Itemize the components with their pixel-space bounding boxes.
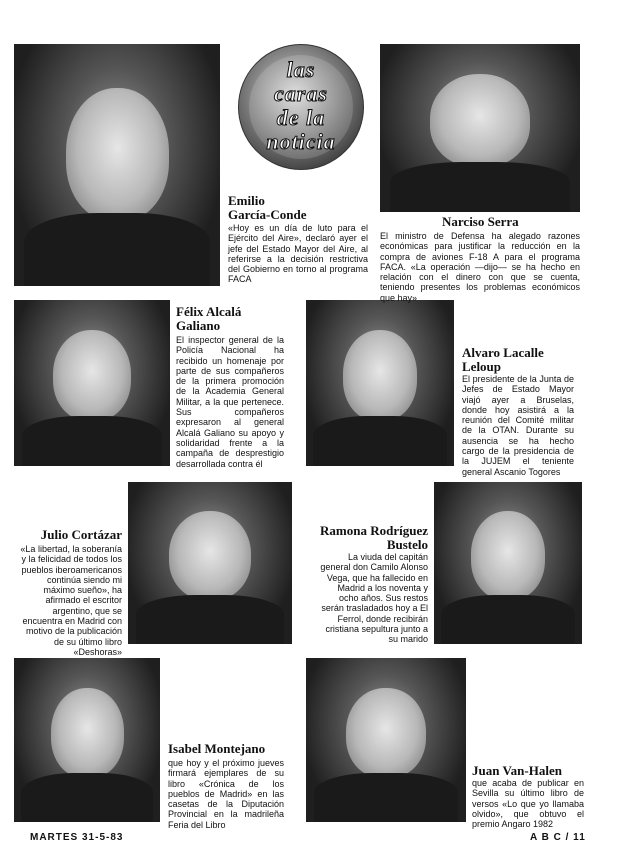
las-caras-de-la-noticia-badge [238, 44, 364, 170]
name-line: Emilio [228, 193, 265, 208]
name-line: Juan Van-Halen [472, 763, 562, 778]
photo-isabel-montejano [14, 658, 160, 822]
photo-ramona-rodriguez-bustelo [434, 482, 582, 644]
profile-text: El ministro de Defensa ha alegado razones económicas para justificar la reducción en la compra de aviones F-18 A para el programa FACA. «La operación —dijo— se ha hecho en relación con el dinero con que se cuenta, teniendo presentes los problemas económicos que hay» [380, 231, 580, 303]
badge-line: caras [274, 81, 328, 106]
profile-name [472, 764, 562, 778]
profile-name [168, 742, 265, 756]
profile-name [462, 346, 544, 374]
photo-alvaro-lacalle-leloup [306, 300, 454, 466]
profile-name [228, 194, 306, 222]
name-line: Leloup [462, 359, 502, 374]
name-line: Narciso Serra [442, 214, 519, 229]
profile-name [442, 215, 519, 229]
name-line: Alvaro Lacalle [462, 345, 544, 360]
footer-date: MARTES 31-5-83 [30, 832, 124, 843]
profile-text: que hoy y el próximo jueves firmará ejemplares de su libro «Crónica de los pueblos de Madrid» en las casetas de la Diputación Provincial en la madrileña Feria del Libro [168, 758, 284, 830]
badge-line: noticia [266, 129, 336, 154]
name-line: Julio Cortázar [40, 527, 122, 542]
name-line: Bustelo [386, 537, 428, 552]
badge-line: las [286, 57, 316, 82]
profile-text: El inspector general de la Policía Nacional ha recibido un homenaje por parte de sus compañeros de la primera promoción de la Academia General Militar, a la que pertenece. Sus compañeros expresaron al general Alcalá Galiano su apoyo y solidaridad frente a la campaña de desprestigio desarrollada contra él [176, 335, 284, 469]
profile-text: «La libertad, la soberanía y la felicidad de todos los pueblos iberoamericanos continúa siendo mi máximo sueño», ha afirmado el escritor argentino, que se encuentra en Madrid con motivo de la publicación de su último libro «Deshoras» [20, 544, 122, 657]
photo-felix-alcala-galiano [14, 300, 170, 466]
photo-narciso-serra [380, 44, 580, 212]
profile-name [306, 524, 428, 552]
name-line: Ramona Rodríguez [320, 523, 428, 538]
profile-text: La viuda del capitán general don Camilo Alonso Vega, que ha fallecido en Madrid a los noventa y ocho años. Sus restos serán trasladados hoy a El Ferrol, donde recibirán cristiana sepultura junto a su marido [320, 552, 428, 645]
profile-text: El presidente de la Junta de Jefes de Estado Mayor viajó ayer a Bruselas, donde hoy asistirá a la reunión del Comité militar de la OTAN. Durante su ausencia se ha hecho cargo de la presidencia de la JUJEM el teniente general Ascanio Togores [462, 374, 574, 477]
name-line: Félix Alcalá [176, 304, 242, 319]
name-line: Galiano [176, 318, 221, 333]
name-line: García-Conde [228, 207, 307, 222]
footer-page: A B C / 11 [530, 832, 586, 843]
name-line: Isabel Montejano [168, 741, 266, 756]
profile-name [14, 528, 122, 542]
profile-text: «Hoy es un día de luto para el Ejército del Aire», declaró ayer el jefe del Estado Mayor del Aire, al referirse a la decisión restrictiva del Gobierno en torno al programa FACA [228, 223, 368, 285]
photo-emilio-garcia-conde [14, 44, 220, 286]
photo-julio-cortazar [128, 482, 292, 644]
photo-juan-van-halen [306, 658, 466, 822]
badge-line: de la [276, 105, 326, 130]
profile-name [176, 305, 241, 333]
profile-text: que acaba de publicar en Sevilla su último libro de versos «Lo que yo llamaba olvido», que obtuvo el premio Angaro 1982 [472, 778, 584, 830]
